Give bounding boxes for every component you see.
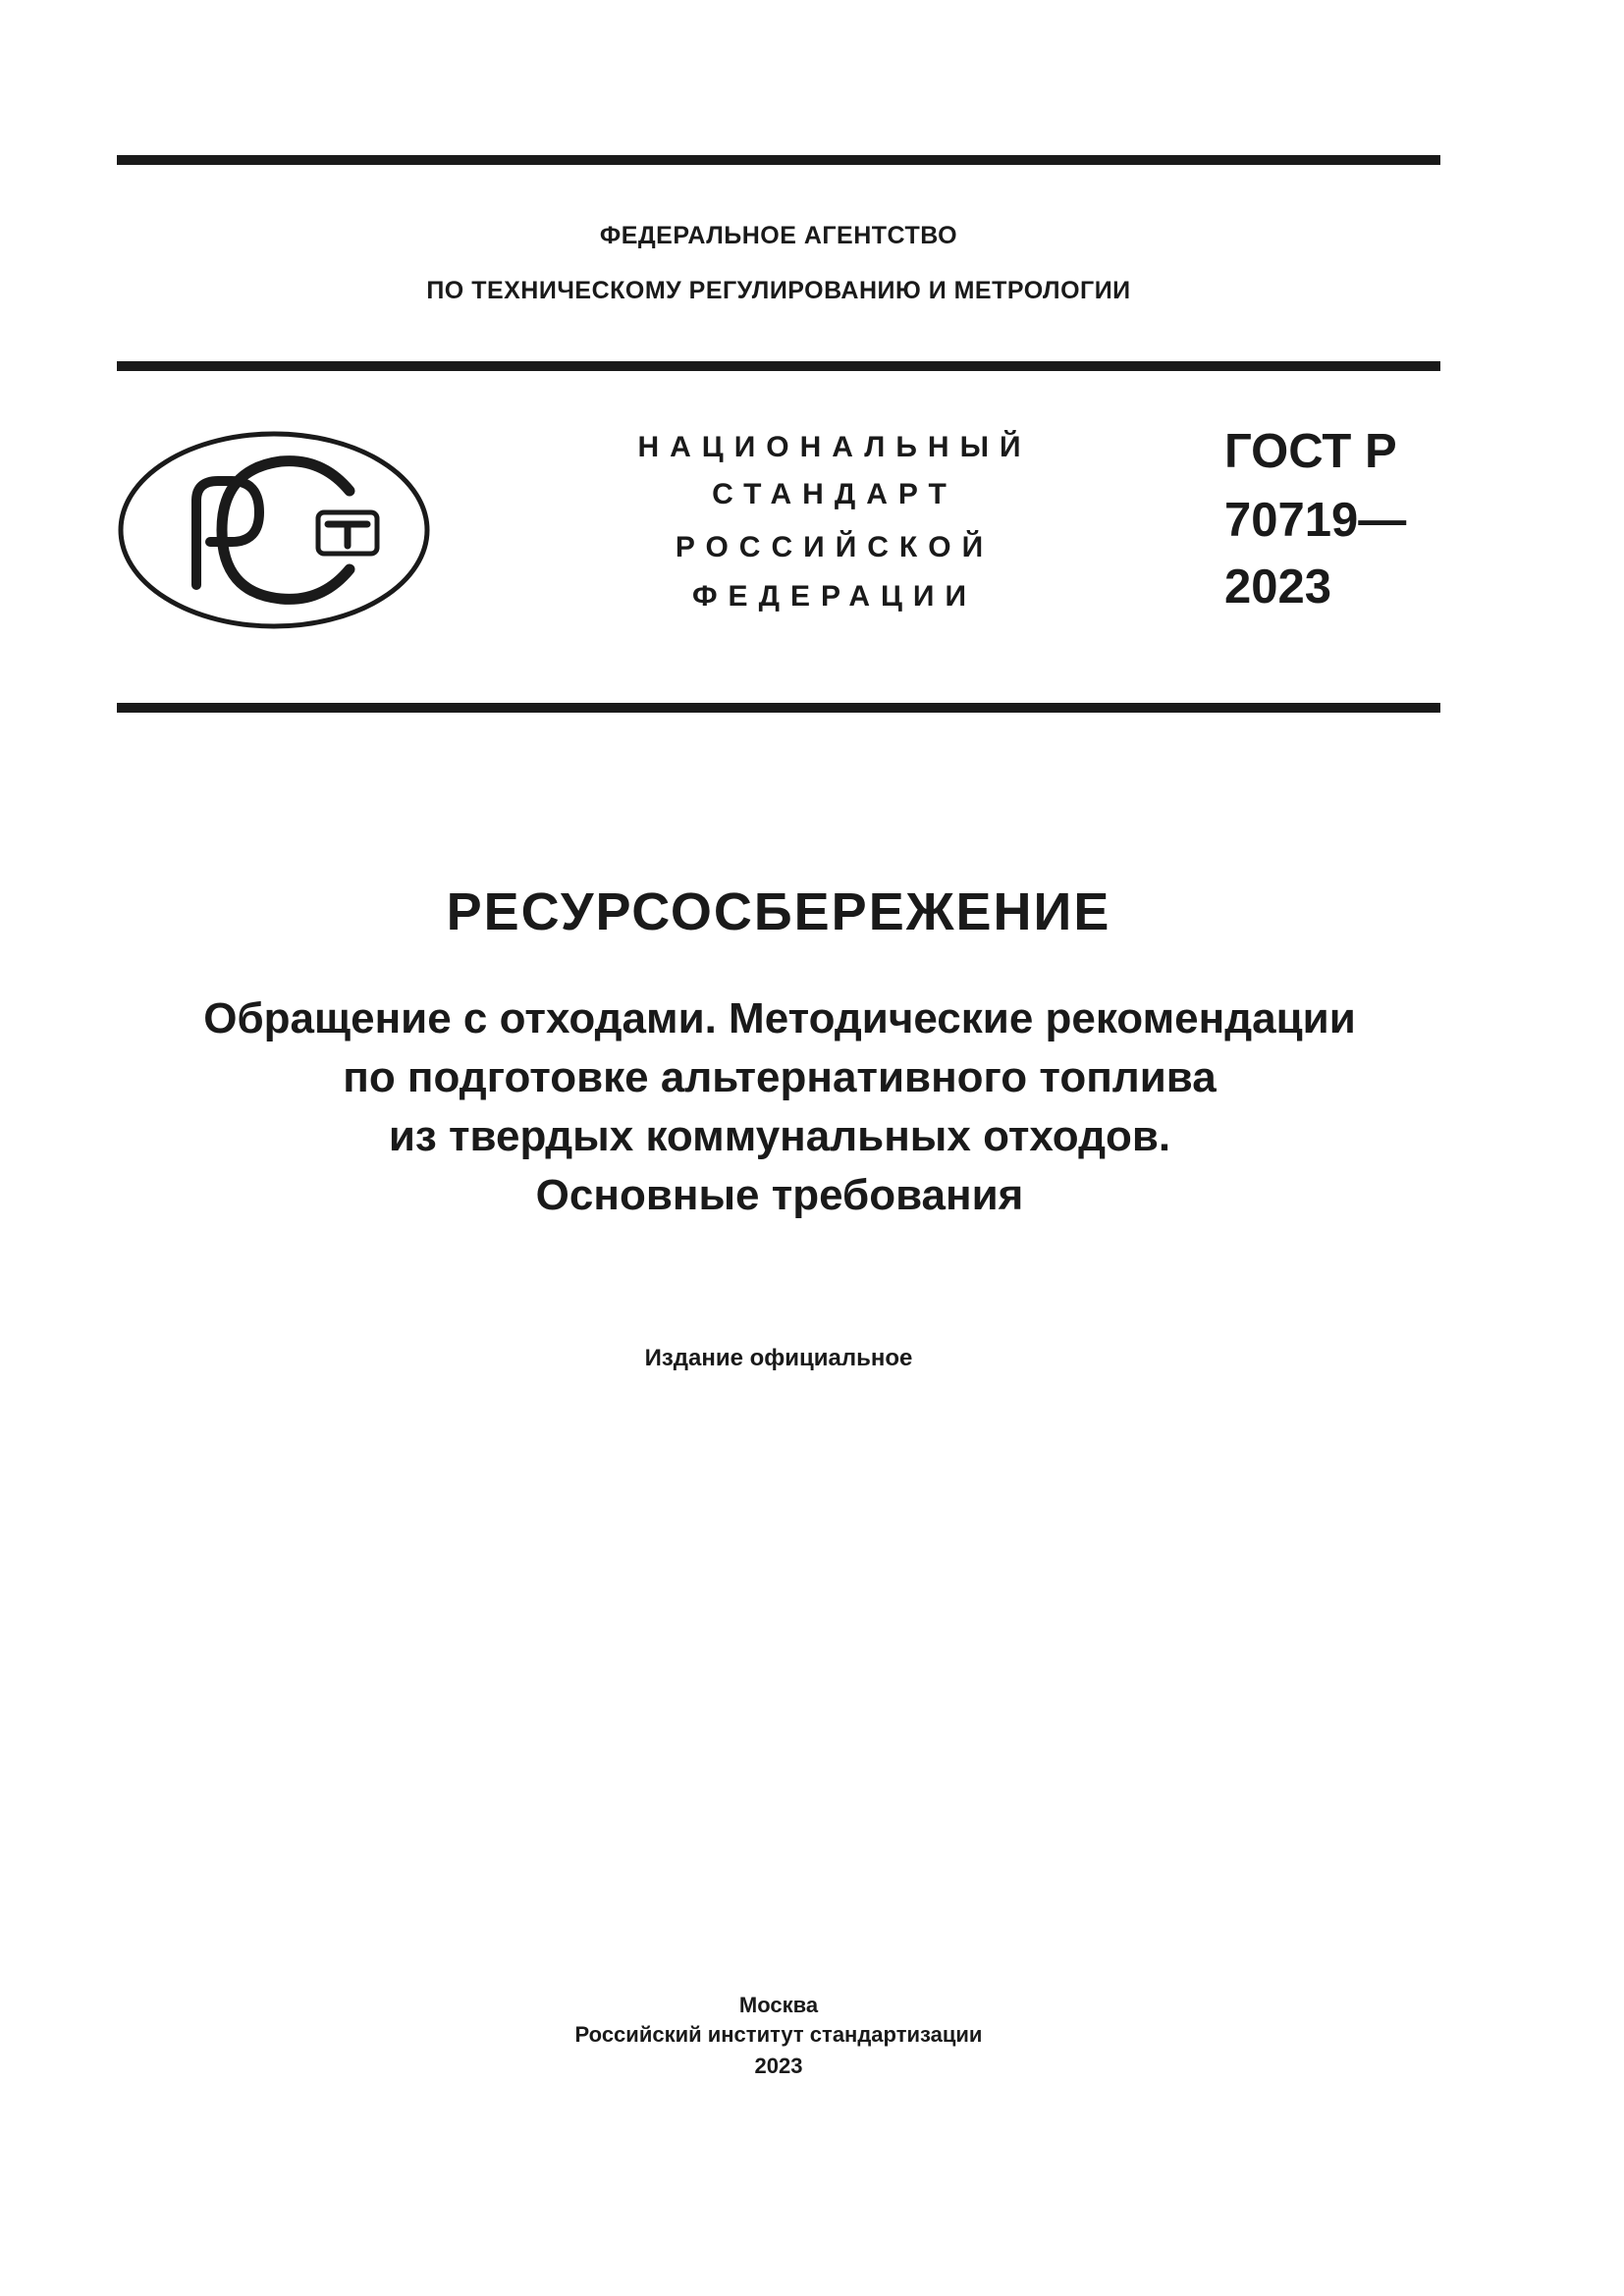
top-rule [117,155,1440,165]
agency-name-line1: ФЕДЕРАЛЬНОЕ АГЕНТСТВО [599,222,958,249]
subtitle-line3: из твердых коммунальных отходов. [388,1112,1171,1160]
gost-designation-line2: 70719— [1224,494,1407,547]
national-standard-line1: НАЦИОНАЛЬНЫЙ [637,431,1032,463]
footer-year: 2023 [754,2054,803,2078]
national-standard-line3: РОССИЙСКОЙ [675,531,995,563]
header-rule [117,361,1440,371]
document-title: РЕСУРСОСБЕРЕЖЕНИЕ [446,882,1111,941]
footer-city: Москва [738,1993,819,2017]
national-standard-line2: СТАНДАРТ [712,478,957,510]
gost-designation-line1: ГОСТ Р [1224,425,1397,478]
footer-publisher: Российский институт стандартизации [574,2022,983,2047]
edition-note: Издание официальное [644,1345,913,1371]
subtitle-line4: Основные требования [535,1171,1024,1219]
rst-logo-icon [116,430,432,630]
gost-designation-line3: 2023 [1224,561,1332,614]
national-standard-line4: ФЕДЕРАЦИИ [691,580,978,613]
agency-name-line2: ПО ТЕХНИЧЕСКОМУ РЕГУЛИРОВАНИЮ И МЕТРОЛОГИИ [426,277,1131,304]
subtitle-line1: Обращение с отходами. Методические рекомендации [203,994,1356,1042]
subtitle-line2: по подготовке альтернативного топлива [343,1053,1217,1101]
section-rule [117,703,1440,713]
